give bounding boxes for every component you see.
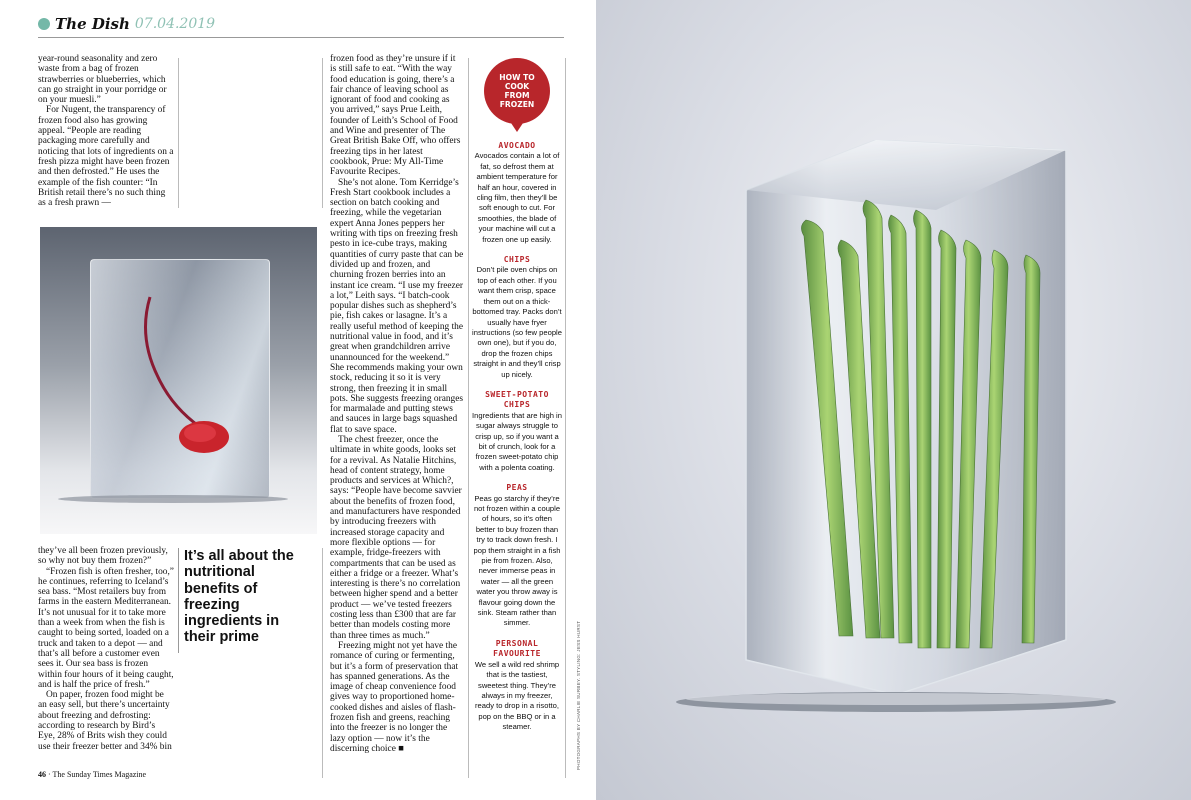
- photo-credit: PHOTOGRAPHS BY CHARLIE SURBEY. STYLING: JESS HURST: [576, 620, 581, 770]
- footer-separator: ·: [48, 770, 53, 779]
- paragraph: The chest freezer, once the ultimate in white goods, looks set for a revival. As Natalie Hitchins, head of content strategy, home products and services at Which?, says: “People have become savvier about the benefits of frozen food, and manufacturers have responded by introducing freezers with increased storage capacity and more flexible options — for example, fridge-freezers with compartments that can be used as either a fridge or a freezer. What’s interesting is there’s no correlation between higher spend and a better product — we’ve tested freezers costing less than £300 that are far better than models costing more than three times as much.”: [330, 434, 462, 641]
- raspberry-stem-image: [40, 227, 317, 534]
- paragraph: they’ve all been frozen previously, so why not buy them frozen?”: [38, 546, 168, 567]
- sidebar-heading: AVOCADO: [498, 141, 536, 150]
- sidebar-text: Don’t pile oven chips on top of each other. If you want them crisp, space them out on a thick-bottomed tray. Packs don’t usually have fryer instructions (so few people own one), but if you do, drop the frozen chips straight in and they’ll crisp up nicely.: [472, 265, 562, 379]
- paragraph: Freezing might not yet have the romance of curing or fermenting, but it’s a form of preservation that has spanned generations. As the image of cheap convenience food gives way to proportioned home-cooked dishes and aisles of flash-frozen fish and greens, reaching into the freezer is no longer the lazy option — now it’s the discerning choice ■: [330, 640, 459, 754]
- column-a-top: [38, 54, 174, 208]
- sidebar-heading: CHIPS: [503, 255, 531, 265]
- sidebar-heading: SWEET-POTATO CHIPS: [485, 389, 549, 410]
- page-number: 46: [38, 770, 46, 779]
- sidebar-text: Peas go starchy if they’re not frozen within a couple of hours, so it’s often better to buy frozen than try to track down fresh. I pop them straight in a fish pie from frozen. Also, never immerse peas in water — all the green water you throw away is flavour going down the sink. Steam rather than simmer.: [473, 493, 561, 628]
- section-title: The Dish: [55, 15, 130, 33]
- how-to-cook-sidebar: [472, 58, 562, 733]
- pull-quote-rule: [178, 548, 179, 653]
- column-divider: [322, 548, 323, 778]
- sidebar-heading: PERSONAL FAVOURITE: [493, 638, 541, 659]
- sidebar-text: Ingredients that are high in sugar always struggle to crisp up, so if you want a bit of crunch, look for a frozen sweet-potato chip with a polenta coating.: [472, 410, 562, 472]
- sidebar-heading: PEAS: [506, 483, 528, 493]
- paragraph: year-round seasonality and zero waste from a bag of frozen strawberries or blueberries, which can go straight in your porridge or on your muesli.”: [38, 54, 167, 106]
- column-divider: [322, 58, 323, 208]
- publication-name: The Sunday Times Magazine: [52, 770, 147, 779]
- sidebar-text: Avocados contain a lot of fat, so defrost them at ambient temperature for half an hour, covered in cling film, then they’ll be soft enough to cut. For smoothies, the blade of your machine will cut a frozen one up easily.: [474, 151, 560, 244]
- how-to-badge: [484, 58, 550, 124]
- column-c: [330, 54, 464, 754]
- paragraph: She’s not alone. Tom Kerridge’s Fresh Start cookbook includes a section on batch cooking and freezing, while the vegetarian expert Anna Jones peppers her writing with tips on freezing fresh pesto in ice-cube trays, making quantities of curry paste that can be divided up and frozen, and churning frozen berries into an instant ice cream. “I use my freezer a lot,” Leith says. “I batch-cook popular dishes such as shepherd’s pie, fish cakes or lasagne. It’s a really useful method of keeping the nutritional value in food, and it’s great when grandchildren arrive unannounced for the weekend.” She recommends making your own stock, reducing it so it is very strong, then freezing it in small pots. She suggests freezing oranges for marmalade and putting stews and sauces in large bags squashed flat to save space.: [330, 177, 464, 435]
- badge-label: HOW TO COOK FROM FROZEN: [499, 72, 535, 110]
- paragraph: For Nugent, the transparency of frozen food also has growing appeal. “People are reading packaging more carefully and noticing that lots of ingredients on a fresh pizza might have been frozen and then defrosted.” He uses the example of the fish counter: “In British retail there’s no such thing as a fresh prawn —: [38, 105, 174, 209]
- page-footer: [38, 770, 146, 779]
- frozen-asparagus-photo: [596, 0, 1191, 800]
- section-header: [38, 15, 215, 33]
- section-dot-icon: [38, 18, 50, 30]
- column-divider: [468, 58, 469, 778]
- sidebar-text: We sell a wild red shrimp that is the tastiest, sweetest thing. They’re always in my freezer, ready to drop in a risotto, pop on the BBQ or in a steamer.: [474, 659, 560, 732]
- tray-image: [656, 680, 1156, 720]
- paragraph: On paper, frozen food might be an easy sell, but there’s uncertainty about freezing and defrosting: according to research by Bird’s Eye, 28% of Brits wish they could use their freezer better and 34% bin: [38, 690, 172, 752]
- issue-date: 07.04.2019: [134, 16, 216, 32]
- column-a-bottom: [38, 546, 174, 752]
- paragraph: “Frozen fish is often fresher, too,” he continues, referring to Iceland’s sea bass. “Most retailers buy from farms in the eastern Mediterranean. It’s not unusual for it to take more than a week from when the fish is caught to being sorted, loaded on a truck and taken to a depot — and that’s all before a customer even sees it. Our sea bass is frozen within four hours of it being caught, and is half the price of fresh.”: [38, 566, 174, 690]
- paragraph: frozen food as they’re unsure if it is still safe to eat. “With the way food education is going, there’s a fair chance of leaving school as ignorant of food and cooking as you arrived,” says Prue Leith, founder of Leith’s School of Food and Wine and presenter of The Great British Bake Off, who offers freezing tips in her latest cookbook, Prue: My All-Time Favourite Recipes.: [330, 54, 461, 178]
- pull-quote: It’s all about the nutritional benefits of freezing ingredients in their prime: [184, 548, 294, 646]
- tray-image: [58, 495, 288, 503]
- column-divider: [178, 58, 179, 208]
- frozen-raspberry-photo: [40, 227, 317, 534]
- ice-block-asparagus-image: [736, 140, 1101, 700]
- column-divider: [565, 58, 566, 778]
- header-rule: [38, 37, 564, 38]
